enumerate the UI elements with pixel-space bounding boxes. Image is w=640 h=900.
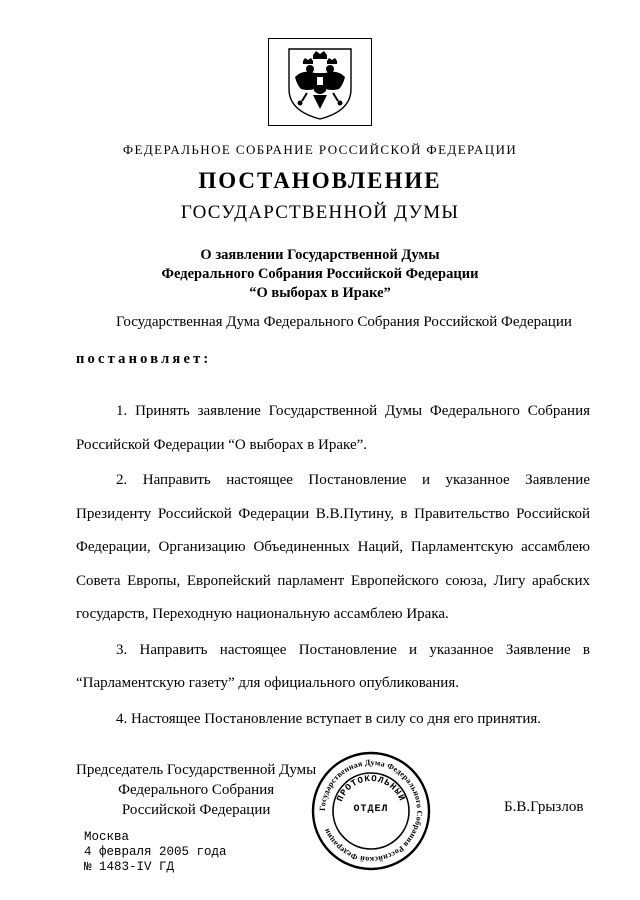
signatory-line: Российской Федерации	[121, 802, 271, 818]
signatory-line: Федерального Собрания	[118, 782, 275, 798]
document-subtitle: ГОСУДАРСТВЕННОЙ ДУМЫ	[180, 202, 460, 223]
assembly-name: ФЕДЕРАЛЬНОЕ СОБРАНИЕ РОССИЙСКОЙ ФЕДЕРАЦИИ	[122, 142, 518, 157]
svg-text:ПРОТОКОЛЬНЫЙ	[335, 774, 408, 803]
resolution-item: 1. Принять заявление Государственной Думы Федерального Собрания Российской Федерации “О выборах в Ираке”.	[76, 403, 590, 453]
resolution-item: 3. Направить настоящее Постановление и указанное Заявление в “Парламентскую газету” для официального опубликования.	[76, 641, 590, 691]
seal-ring-text: Государственная Дума Федерального Собрания Российской Федерации	[317, 757, 425, 865]
emblem-frame	[268, 38, 372, 126]
document-title: ПОСТАНОВЛЕНИЕ	[198, 168, 442, 193]
resolution-item: 4. Настоящее Постановление вступает в силу со дня его принятия.	[116, 710, 542, 727]
resolution-item: 2. Направить настоящее Постановление и указанное Заявление Президенту Российской Федерации В.В.Путину, в Правительство Российской Федерации, Организацию Объединенных Наций, Парламентскую ассамблею Совета Европы, Европейский парламент Европейского союза, Лигу арабских государств, Переходную национальную ассамблею Ирака.	[76, 472, 590, 622]
footer-date: 4 февраля 2005 года	[84, 845, 227, 859]
signer-name: Б.В.Грызлов	[504, 799, 584, 815]
document-footer	[84, 830, 227, 875]
resolution-items	[76, 395, 590, 738]
signatory-line: Председатель Государственной Думы	[76, 762, 317, 778]
official-seal	[310, 750, 432, 872]
subject-line: О заявлении Государственной Думы	[200, 247, 440, 263]
seal-inner-text: ПРОТОКОЛЬНЫЙ	[335, 773, 407, 804]
subject-line: Федерального Собрания Российской Федерации	[161, 266, 479, 282]
document-subject	[0, 246, 640, 303]
russian-coat-of-arms-icon	[269, 39, 371, 125]
resolves-keyword: постановляет:	[76, 351, 212, 367]
footer-city: Москва	[84, 830, 130, 844]
seal-center-text: ОТДЕЛ	[353, 804, 389, 815]
footer-number: № 1483-IV ГД	[84, 860, 175, 874]
subject-line: “О выборах в Ираке”	[249, 285, 391, 301]
signatory-title	[76, 760, 316, 820]
preamble: Государственная Дума Федерального Собрания Российской Федерации	[116, 314, 572, 330]
